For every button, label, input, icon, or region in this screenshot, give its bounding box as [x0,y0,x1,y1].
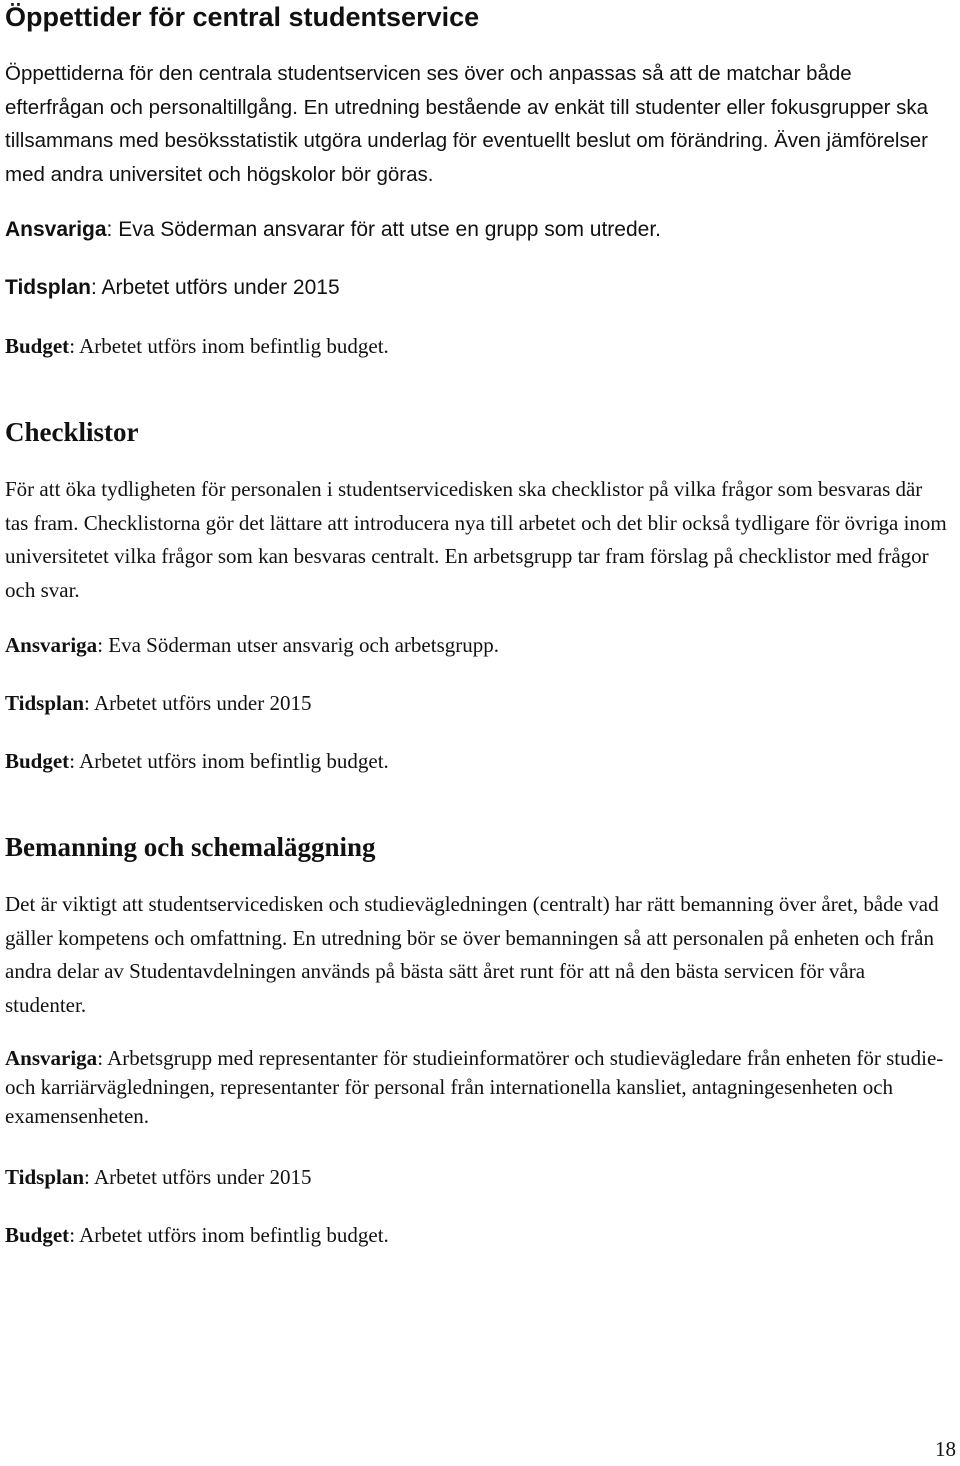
timeline-text: : Arbetet utförs under 2015 [84,691,312,715]
timeline-label: Tidsplan [5,1165,85,1189]
timeline-line-staffing [5,1164,311,1190]
timeline-line-opening-hours [5,275,340,301]
budget-text: : Arbetet utförs inom befintlig budget. [69,1223,389,1247]
responsible-text: : Eva Söderman ansvarar för att utse en grupp som utreder. [106,218,662,241]
responsible-text: : Arbetsgrupp med representanter för studieinformatörer och studievägledare från enheten för studie- och karriärvägledningen, representanter för personal från internationella kansliet, antagningesenheten och examensenheten. [5,1046,944,1128]
budget-line-staffing [5,1222,389,1248]
section-heading-staffing: Bemanning och schemaläggning [5,832,376,862]
budget-text: : Arbetet utförs inom befintlig budget. [69,334,389,358]
timeline-text: : Arbetet utförs under 2015 [90,276,340,299]
timeline-label: Tidsplan [5,276,91,299]
responsible-line-checklists [5,632,499,658]
section-body-opening-hours: Öppettiderna för den centrala studentservicen ses över och anpassas så att de matchar både efterfrågan och personaltillgång. En utredning bestående av enkät till studenter eller fokusgrupper ska tillsammans med besöksstatistik utgöra underlag för eventuellt beslut om förändring. Även jämförelser med andra universitet och högskolor bör göras. [5,62,929,186]
budget-line-opening-hours [5,333,389,359]
responsible-label: Ansvariga [5,1046,98,1070]
responsible-text: : Eva Söderman utser ansvarig och arbetsgrupp. [97,633,499,657]
section-body-checklists: För att öka tydligheten för personalen i studentservicedisken ska checklistor på vilka frågor som besvaras där tas fram. Checklistorna gör det lättare att introducera nya till arbetet och det blir också tydligare för övriga inom universitetet vilka frågor som kan besvaras centralt. En arbetsgrupp tar fram förslag på checklistor med frågor och svar. [5,477,947,602]
budget-text: : Arbetet utförs inom befintlig budget. [69,749,389,773]
budget-label: Budget [5,1223,70,1247]
timeline-label: Tidsplan [5,691,85,715]
section-body-staffing: Det är viktigt att studentservicedisken och studievägledningen (centralt) har rätt bemanning över året, både vad gäller kompetens och omfattning. En utredning bör se över bemanningen så att personalen på enheten och från andra delar av Studentavdelningen används på bästa sätt året runt för att nå den bästa servicen för våra studenter. [5,892,939,1017]
responsible-line-staffing [5,1044,950,1131]
budget-label: Budget [5,749,70,773]
responsible-label: Ansvariga [5,633,98,657]
timeline-text: : Arbetet utförs under 2015 [84,1165,312,1189]
section-heading-opening-hours: Öppettider för central studentservice [5,2,480,32]
section-heading-checklists: Checklistor [5,417,139,447]
budget-line-checklists [5,748,389,774]
budget-label: Budget [5,334,70,358]
timeline-line-checklists [5,690,311,716]
page-number: 18 [935,1437,956,1461]
responsible-line-opening-hours [5,217,661,243]
responsible-label: Ansvariga [5,218,107,241]
